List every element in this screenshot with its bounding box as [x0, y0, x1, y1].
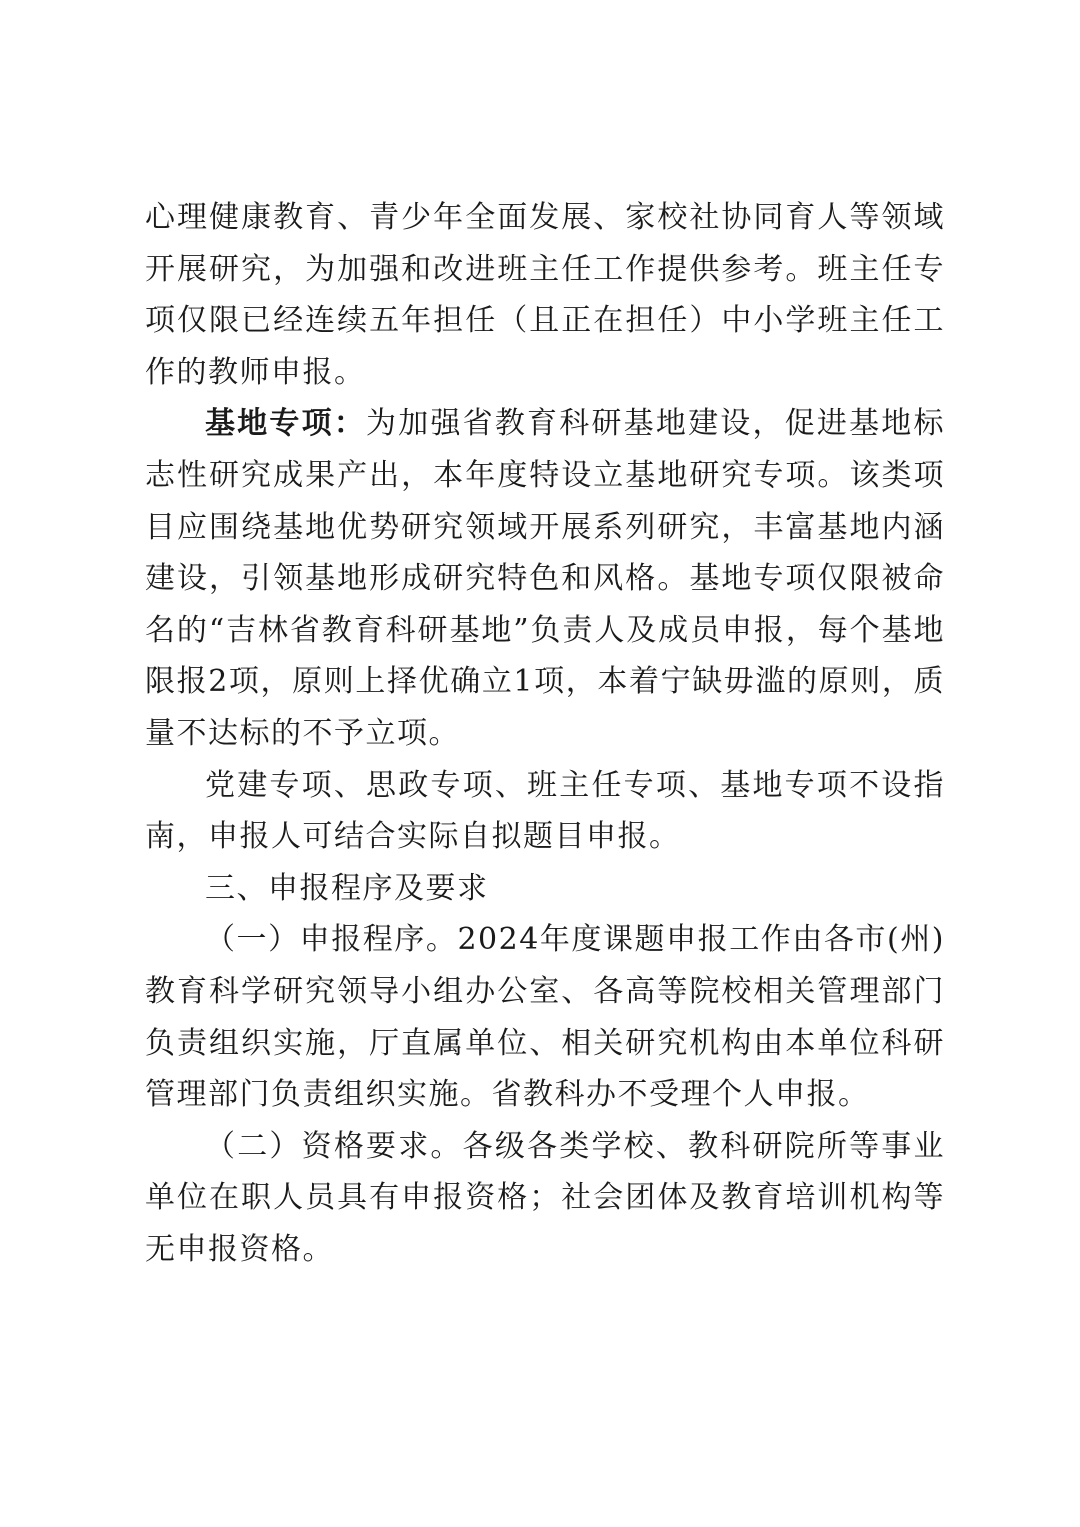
section-heading: 三、申报程序及要求: [205, 870, 489, 906]
paragraph-base-special: [145, 398, 945, 759]
paragraph-procedure: （一）申报程序。2024年度课题申报工作由各市(州)教育科学研究领导小组办公室、各高等院校相关管理部门负责组织实施，厅直属单位、相关研究机构由本单位科研管理部门负责组织实施。省教科办不受理个人申报。: [145, 922, 945, 1113]
paragraph-no-guide: 党建专项、思政专项、班主任专项、基地专项不设指南，申报人可结合实际自拟题目申报。: [145, 767, 945, 855]
base-special-text: 为加强省教育科研基地建设，促进基地标志性研究成果产出，本年度特设立基地研究专项。该类项目应围绕基地优势研究领域开展系列研究，丰富基地内涵建设，引领基地形成研究特色和风格。基地专项仅限被命名的“吉林省教育科研基地”负责人及成员申报，每个基地限报2项，原则上择优确立1项，本着宁缺毋滥的原则，质量不达标的不予立项。: [145, 406, 946, 751]
paragraph-qualification: （二）资格要求。各级各类学校、教科研院所等事业单位在职人员具有申报资格；社会团体及教育培训机构等无申报资格。: [145, 1128, 945, 1267]
base-special-lead: 基地专项：: [205, 406, 367, 442]
document-page: [145, 192, 945, 1275]
paragraph-head-teacher-continued: 心理健康教育、青少年全面发展、家校社协同育人等领域开展研究，为加强和改进班主任工作提供参考。班主任专项仅限已经连续五年担任（且正在担任）中小学班主任工作的教师申报。: [145, 200, 945, 390]
